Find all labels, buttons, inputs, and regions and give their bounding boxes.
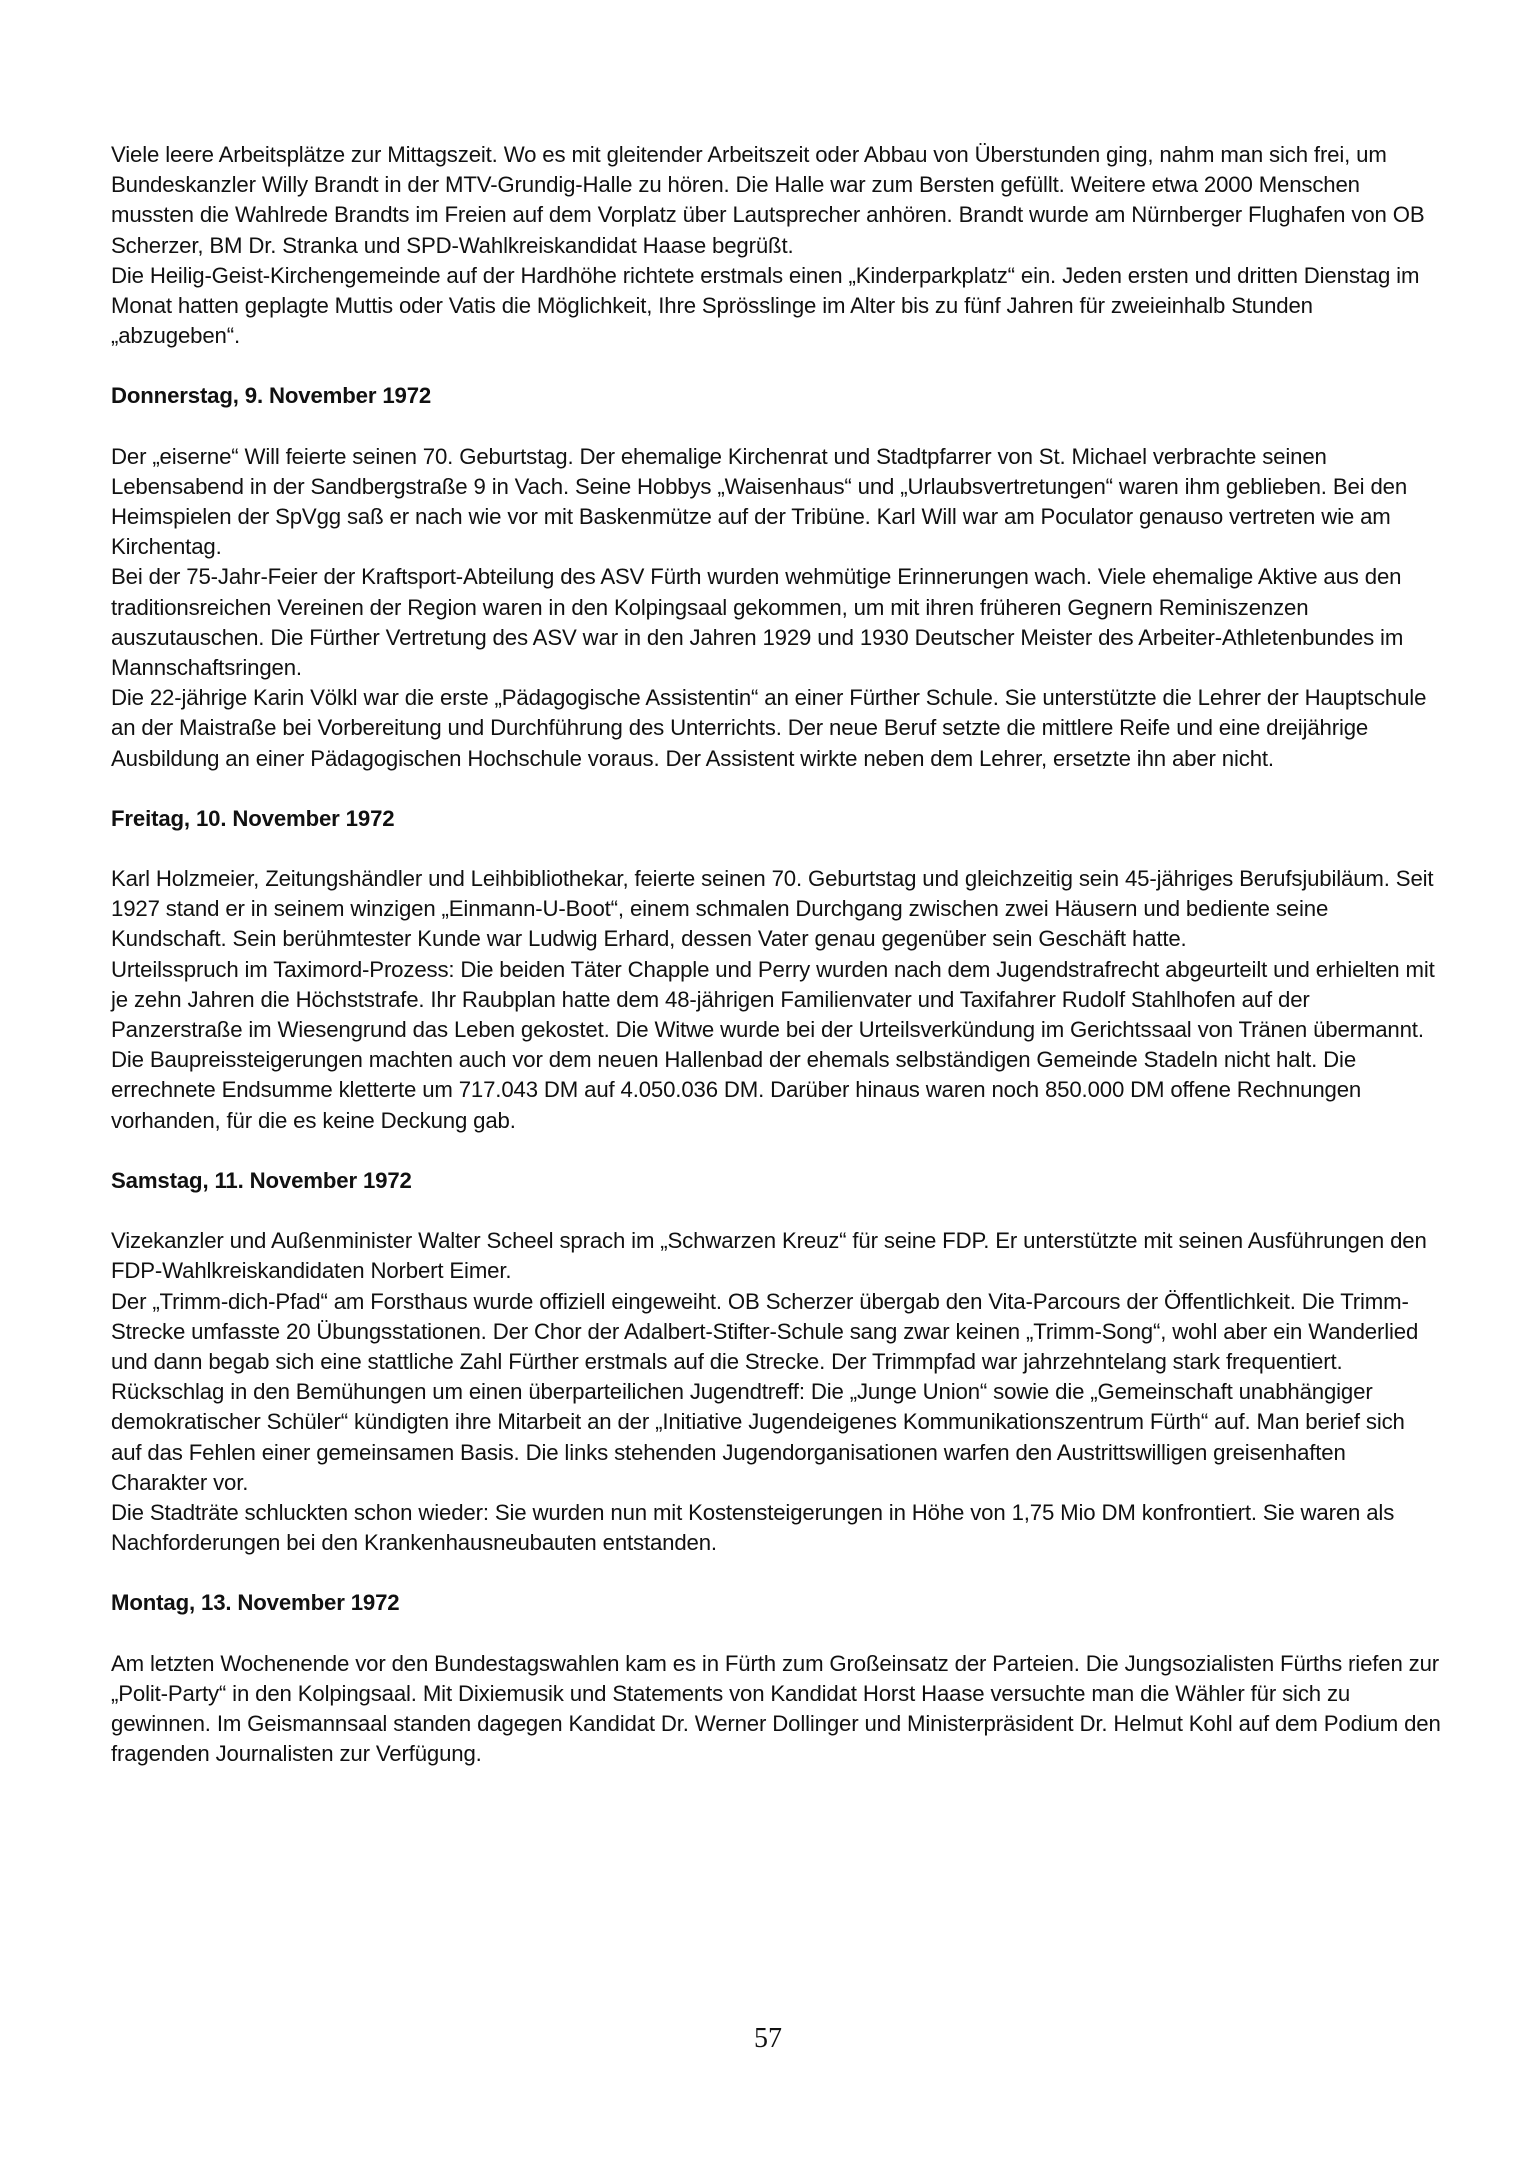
section-samstag-11-november xyxy=(111,1166,1441,1558)
section-heading: Freitag, 10. November 1972 xyxy=(111,805,395,831)
entry-paragraph: Am letzten Wochenende vor den Bundestagswahlen kam es in Fürth zum Großeinsatz der Parteien. Die Jungsozialisten Fürths riefen zur „Polit-Party“ in den Kolpingsaal. Mit Dixiemusik und Statements von Kandidat Horst Haase versuchte man die Wähler für sich zu gewinnen. Im Geismannsaal standen dagegen Kandidat Dr. Werner Dollinger und Ministerpräsident Dr. Helmut Kohl auf dem Podium den fragenden Journalisten zur Verfügung. xyxy=(111,1650,1441,1767)
entry-paragraph: Karl Holzmeier, Zeitungshändler und Leihbibliothekar, feierte seinen 70. Geburtstag und gleichzeitig sein 45-jähriges Berufsjubiläum. Seit 1927 stand er in seinem winzigen „Einmann-U-Boot“, einem schmalen Durchgang zwischen zwei Häusern und bediente seine Kundschaft. Sein berühmtester Kunde war Ludwig Erhard, dessen Vater genau gegenüber sein Geschäft hatte. xyxy=(111,866,1434,952)
section-heading: Donnerstag, 9. November 1972 xyxy=(111,383,432,409)
entry-paragraph: Die Baupreissteigerungen machten auch vor dem neuen Hallenbad der ehemals selbständigen Gemeinde Stadeln nicht halt. Die errechnete Endsumme kletterte um 717.043 DM auf 4.050.036 DM. Darüber hinaus waren noch 850.000 DM offene Rechnungen vorhanden, für die es keine Deckung gab. xyxy=(111,1047,1362,1133)
entry-paragraph: Viele leere Arbeitsplätze zur Mittagszeit. Wo es mit gleitender Arbeitszeit oder Abbau von Überstunden ging, nahm man sich frei, um Bundeskanzler Willy Brandt in der MTV-Grundig-Halle zu hören. Die Halle war zum Bersten gefüllt. Weitere etwa 2000 Menschen mussten die Wahlrede Brandts im Freien auf dem Vorplatz über Lautsprecher anhören. Brandt wurde am Nürnberger Flughafen von OB Scherzer, BM Dr. Stranka und SPD-Wahlkreiskandidat Haase begrüßt. xyxy=(111,142,1425,258)
entry-paragraph: Die 22-jährige Karin Völkl war die erste „Pädagogische Assistentin“ an einer Fürther Schule. Sie unterstützte die Lehrer der Hauptschule an der Maistraße bei Vorbereitung und Durchführung des Unterrichts. Der neue Beruf setzte die mittlere Reife und eine dreijährige Ausbildung an einer Pädagogischen Hochschule voraus. Der Assistent wirkte neben dem Lehrer, ersetzte ihn aber nicht. xyxy=(111,685,1427,771)
entry-paragraph: Die Stadträte schluckten schon wieder: Sie wurden nun mit Kostensteigerungen in Höhe von 1,75 Mio DM konfrontiert. Sie waren als Nachforderungen bei den Krankenhausneubauten entstanden. xyxy=(111,1499,1395,1556)
entry-paragraph: Urteilsspruch im Taximord-Prozess: Die beiden Täter Chapple und Perry wurden nach dem Jugendstrafrecht abgeurteilt und erhielten mit je zehn Jahren die Höchststrafe. Ihr Raubplan hatte dem 48-jährigen Familienvater und Taxifahrer Rudolf Stahlhofen auf der Panzerstraße im Wiesengrund das Leben gekostet. Die Witwe wurde bei der Urteilsverkündung im Gerichtssaal von Tränen übermannt. xyxy=(111,956,1435,1043)
page-number: 57 xyxy=(754,2023,782,2054)
entry-paragraph: Der „Trimm-dich-Pfad“ am Forsthaus wurde offiziell eingeweiht. OB Scherzer übergab den Vita-Parcours der Öffentlichkeit. Die Trimm-Strecke umfasste 20 Übungsstationen. Der Chor der Adalbert-Stifter-Schule sang zwar keinen „Trimm-Song“, wohl aber ein Wanderlied und dann begab sich eine stattliche Zahl Fürther erstmals auf die Strecke. Der Trimmpfad war jahrzehntelang stark frequentiert. xyxy=(111,1288,1419,1374)
entry-paragraph: Rückschlag in den Bemühungen um einen überparteilichen Jugendtreff: Die „Junge Union“ sowie die „Gemeinschaft unabhängiger demokratischer Schüler“ kündigten ihre Mitarbeit an der „Initiative Jugendeigenes Kommunikationszentrum Fürth“ auf. Man berief sich auf das Fehlen einer gemeinsamen Basis. Die links stehenden Jugendorganisationen warfen den Austrittswilligen greisenhaften Charakter vor. xyxy=(111,1379,1405,1495)
entry-paragraph: Vizekanzler und Außenminister Walter Scheel sprach im „Schwarzen Kreuz“ für seine FDP. Er unterstützte mit seinen Ausführungen den FDP-Wahlkreiskandidaten Norbert Eimer. xyxy=(111,1228,1427,1284)
entry-paragraph: Die Heilig-Geist-Kirchengemeinde auf der Hardhöhe richtete erstmals einen „Kinderparkplatz“ ein. Jeden ersten und dritten Dienstag im Monat hatten geplagte Muttis oder Vatis die Möglichkeit, Ihre Sprösslinge im Alter bis zu fünf Jahren für zweieinhalb Stunden „abzugeben“. xyxy=(111,262,1420,349)
section-donnerstag-9-november xyxy=(111,381,1441,773)
entry-paragraph: Der „eiserne“ Will feierte seinen 70. Geburtstag. Der ehemalige Kirchenrat und Stadtpfarrer von St. Michael verbrachte seinen Lebensabend in der Sandbergstraße 9 in Vach. Seine Hobbys „Waisenhaus“ und „Urlaubsvertretungen“ waren ihm geblieben. Bei den Heimspielen der SpVgg saß er nach wie vor mit Baskenmütze auf der Tribüne. Karl Will war am Poculator genauso vertreten wie am Kirchentag. xyxy=(111,443,1408,560)
section-freitag-10-november xyxy=(111,804,1441,1136)
page-body xyxy=(111,140,1441,1769)
intro-section xyxy=(111,140,1441,351)
section-montag-13-november xyxy=(111,1588,1441,1769)
section-heading: Samstag, 11. November 1972 xyxy=(111,1167,412,1193)
section-heading: Montag, 13. November 1972 xyxy=(111,1590,400,1616)
entry-paragraph: Bei der 75-Jahr-Feier der Kraftsport-Abteilung des ASV Fürth wurden wehmütige Erinnerungen wach. Viele ehemalige Aktive aus den traditionsreichen Vereinen der Region waren in den Kolpingsaal gekommen, um mit ihren früheren Gegnern Reminiszenzen auszutauschen. Die Fürther Vertretung des ASV war in den Jahren 1929 und 1930 Deutscher Meister des Arbeiter-Athletenbundes im Mannschaftsringen. xyxy=(111,564,1404,681)
